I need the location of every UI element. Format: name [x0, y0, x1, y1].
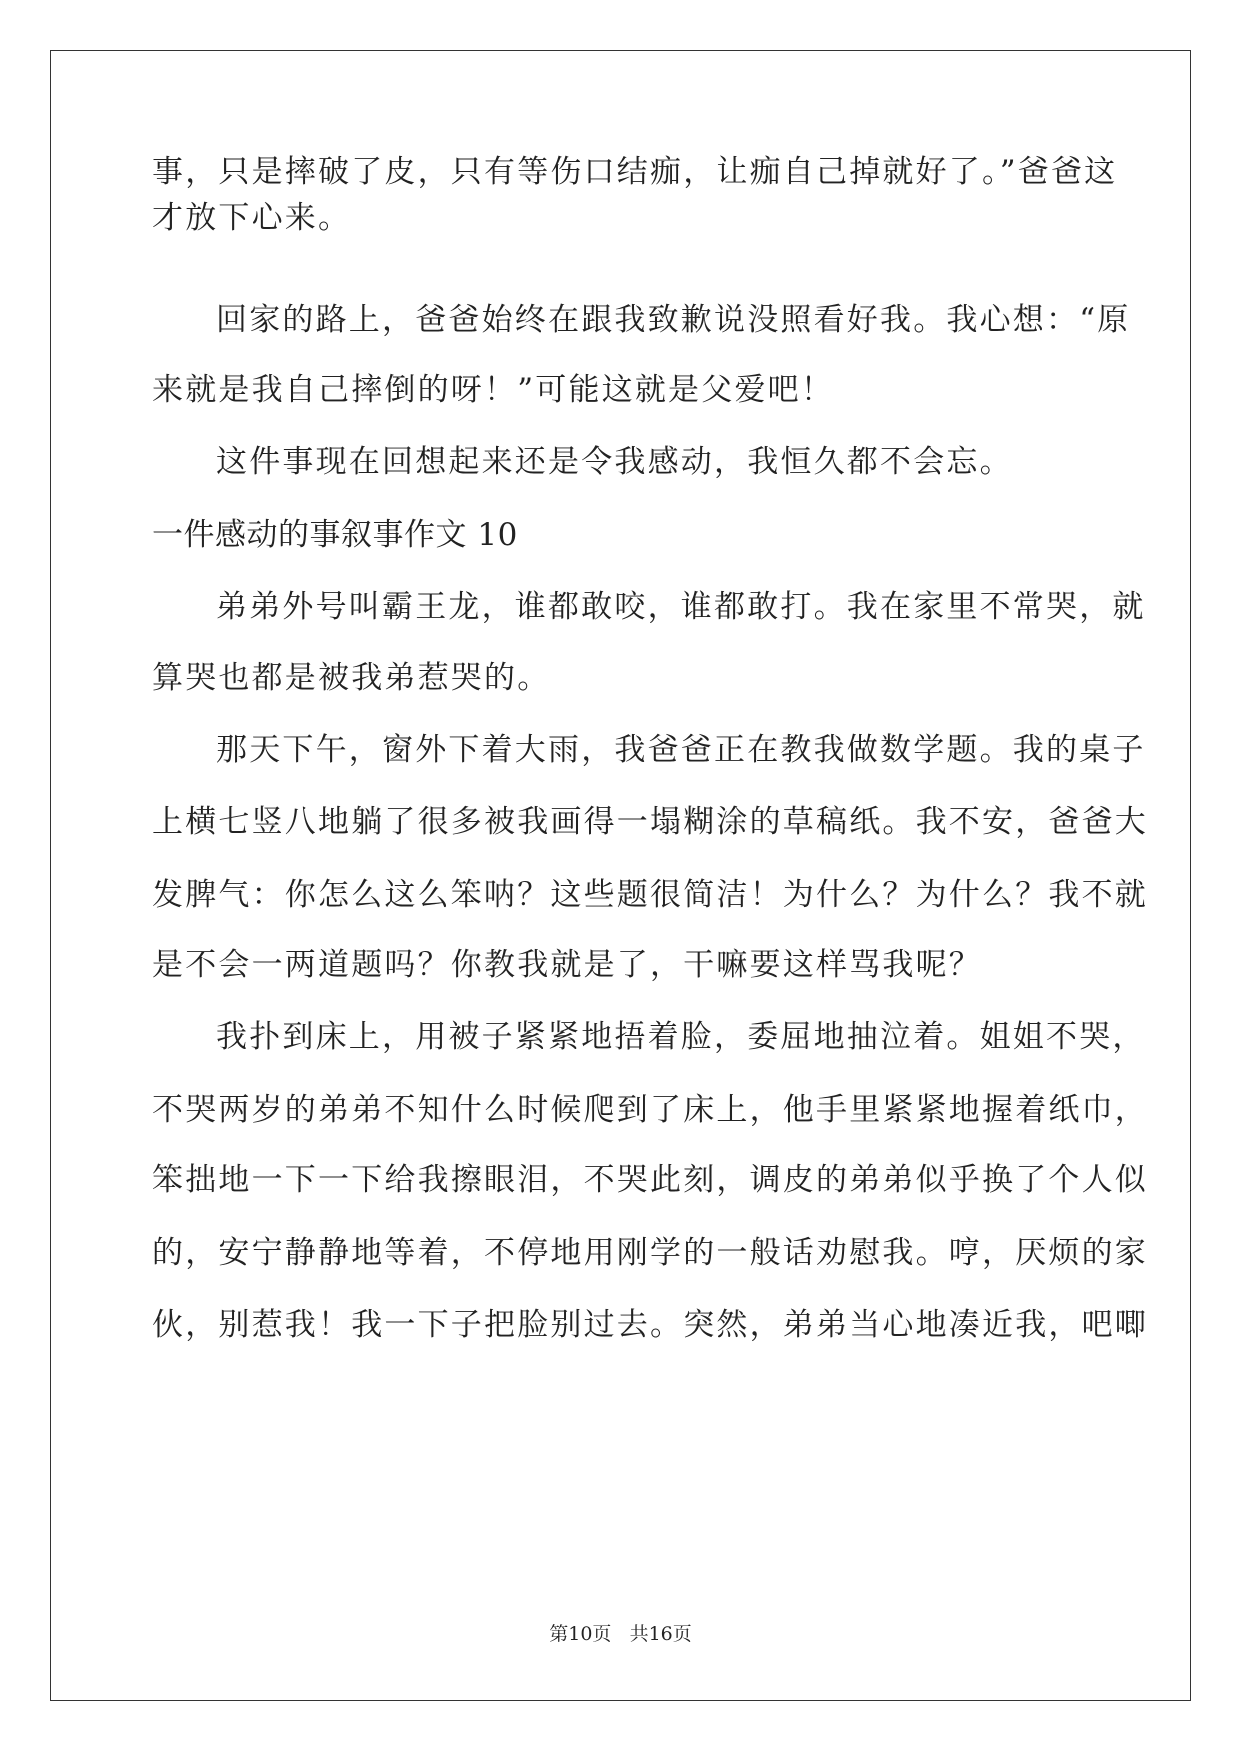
text-line: 算哭也都是被我弟惹哭的。 — [152, 660, 551, 696]
text-line: 弟弟外号叫霸王龙，谁都敢咬，谁都敢打。我在家里不常哭，就 — [216, 589, 1146, 625]
text-line: 不哭两岁的弟弟不知什么时候爬到了床上，他手里紧紧地握着纸巾， — [152, 1092, 1148, 1128]
text-line: 是不会一两道题吗？你教我就是了，干嘛要这样骂我呢？ — [152, 947, 982, 983]
text-line: 上横七竖八地躺了很多被我画得一塌糊涂的草稿纸。我不安，爸爸大 — [152, 804, 1148, 840]
text-line: 事，只是摔破了皮，只有等伤口结痂，让痂自己掉就好了。”爸爸这 — [152, 154, 1118, 190]
text-line: 的，安宁静静地等着，不停地用刚学的一般话劝慰我。哼，厌烦的家 — [152, 1235, 1148, 1271]
section-heading: 一件感动的事叙事作文 10 — [152, 517, 518, 553]
text-line: 我扑到床上，用被子紧紧地捂着脸，委屈地抽泣着。姐姐不哭， — [216, 1019, 1146, 1055]
text-line: 才放下心来。 — [152, 200, 352, 236]
page-footer — [0, 1622, 1241, 1646]
page-number: 第10页 — [549, 1623, 612, 1645]
text-line: 这件事现在回想起来还是令我感动，我恒久都不会忘。 — [216, 444, 1013, 480]
page-total: 共16页 — [629, 1623, 692, 1645]
text-line: 发脾气：你怎么这么笨呐？这些题很简洁！为什么？为什么？我不就 — [152, 877, 1148, 913]
text-line: 伙，别惹我！我一下子把脸别过去。突然，弟弟当心地凑近我，吧唧 — [152, 1307, 1148, 1343]
text-line: 那天下午，窗外下着大雨，我爸爸正在教我做数学题。我的桌子 — [216, 732, 1146, 768]
text-line: 回家的路上，爸爸始终在跟我致歉说没照看好我。我心想：“原 — [216, 302, 1131, 338]
text-line: 笨拙地一下一下给我擦眼泪，不哭此刻，调皮的弟弟似乎换了个人似 — [152, 1162, 1148, 1198]
text-line: 来就是我自己摔倒的呀！”可能这就是父爱吧！ — [152, 372, 835, 408]
